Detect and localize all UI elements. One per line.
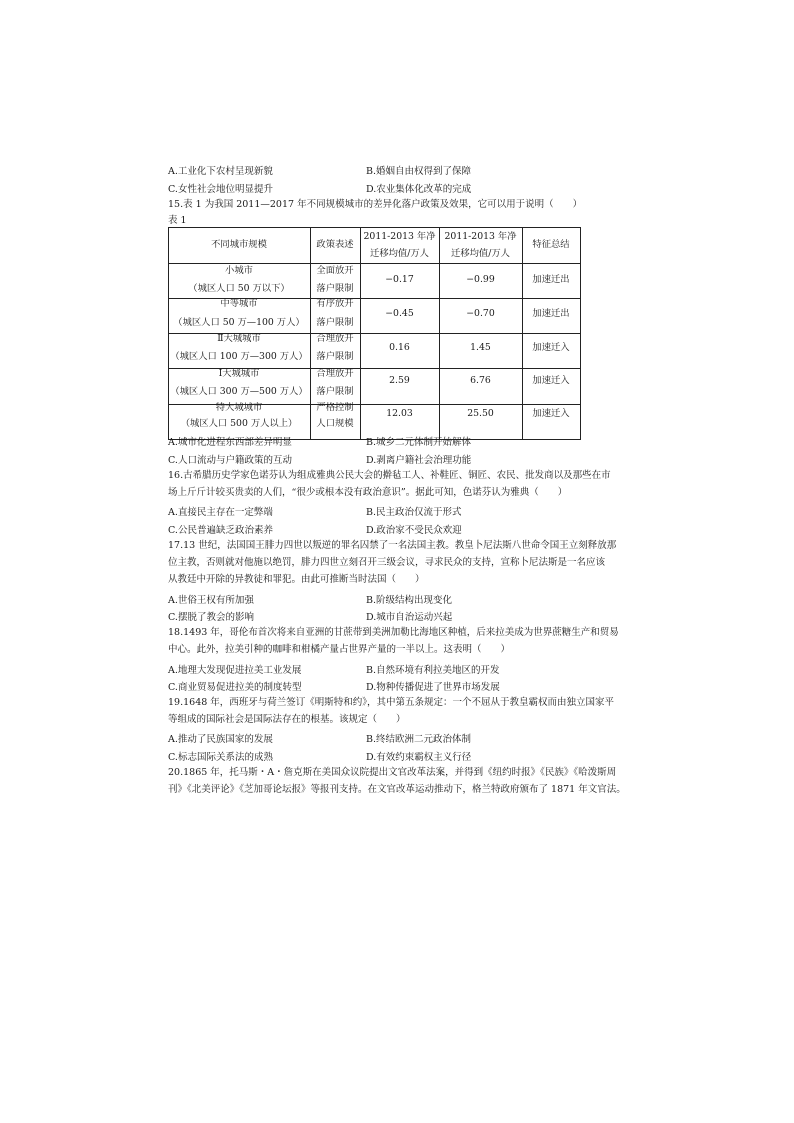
row-city-range: （城区人口 100 万—300 万人） <box>170 351 308 362</box>
row-city-range: （城区人口 50 万—100 万人） <box>173 317 305 328</box>
row-value-1: 12.03 <box>386 408 413 419</box>
row-value-2: 1.45 <box>470 342 491 353</box>
q15-option-c[interactable]: C.人口流动与户籍政策的互动 <box>168 455 292 466</box>
q17-stem-line3: 从教廷中开除的异教徒和罪犯。由此可推断当时法国（ ） <box>168 574 425 585</box>
q18-option-c[interactable]: C.商业贸易促进拉美的制度转型 <box>168 682 302 693</box>
row-city-name: 特大城城市 <box>215 402 263 413</box>
row-feature: 加速迁入 <box>532 408 570 419</box>
q14-option-a[interactable]: A.工业化下农村呈现新貌 <box>168 166 273 177</box>
row-value-1: 0.16 <box>389 342 410 353</box>
table-title: 表 1 <box>168 215 187 226</box>
row-policy-line2: 落户限制 <box>316 351 354 362</box>
q19-option-d[interactable]: D.有效约束霸权主义行径 <box>366 752 472 763</box>
header-period-2-unit: 迁移均值/万人 <box>451 248 510 259</box>
q16-stem-line1: 16.古希腊历史学家色诺芬认为组成雅典公民大会的擀毡工人、补鞋匠、铜匠、农民、批发商以及那些在市 <box>168 470 611 481</box>
q18-option-b[interactable]: B.自然环境有利拉美地区的开发 <box>366 665 500 676</box>
q16-option-b[interactable]: B.民主政治仅流于形式 <box>366 507 462 518</box>
q14-option-d[interactable]: D.农业集体化改革的完成 <box>366 184 472 195</box>
header-policy: 政策表述 <box>316 239 354 250</box>
q16-stem-line2: 场上斤斤计较买贵卖的人们，“很少或根本没有政治意识”。据此可知，色诺芬认为雅典（ ） <box>168 487 568 498</box>
q19-stem-line2: 等组成的国际社会是国际法存在的根基。该规定（ ） <box>168 714 406 725</box>
row-policy-line1: 有序放开 <box>316 298 354 309</box>
row-policy-line1: 全面放开 <box>316 265 354 276</box>
header-feature: 特征总结 <box>532 239 570 250</box>
q15-option-b[interactable]: B.城乡二元体制开始解体 <box>366 437 472 448</box>
row-policy-line1: 合理放开 <box>316 368 354 379</box>
header-period-1-unit: 迁移均值/万人 <box>370 248 429 259</box>
city-policy-table <box>168 227 581 440</box>
q17-option-a[interactable]: A.世俗王权有所加强 <box>168 595 254 606</box>
row-policy-line2: 落户限制 <box>316 317 354 328</box>
row-value-2: −0.70 <box>466 308 495 319</box>
row-value-2: 6.76 <box>470 375 491 386</box>
q16-option-c[interactable]: C.公民普遍缺乏政治素养 <box>168 525 273 536</box>
row-city-name: 中等城市 <box>220 298 258 309</box>
q19-stem-line1: 19.1648 年，西班牙与荷兰签订《明斯特和约》，其中第五条规定：一个不屈从于教皇霸权而由独立国家平 <box>168 697 615 708</box>
row-feature: 加速迁出 <box>532 308 570 319</box>
q18-stem-line2: 中心。此外，拉美引种的咖啡和柑橘产量占世界产量的一半以上。这表明（ ） <box>168 644 511 655</box>
q19-option-a[interactable]: A.推动了民族国家的发展 <box>168 734 273 745</box>
q19-option-b[interactable]: B.终结欧洲二元政治体制 <box>366 734 472 745</box>
q17-option-d[interactable]: D.城市自治运动兴起 <box>366 612 453 623</box>
q20-stem-line2: 刊》《北美评论》《芝加哥论坛报》等报刊支持。在文官改革运动推动下，格兰特政府颁布了 1871 年文官法。 <box>168 784 626 795</box>
row-city-range: （城区人口 500 万人以上） <box>180 418 298 429</box>
row-city-range: （城区人口 300 万—500 万人） <box>170 386 308 397</box>
q17-stem-line2: 位主教，否则就对他施以绝罚，腓力四世立刻召开三级会议，寻求民众的支持，宣称卜尼法斯是一名应该 <box>168 557 606 568</box>
row-policy-line1: 严格控制 <box>316 402 354 413</box>
q14-option-c[interactable]: C.女性社会地位明显提升 <box>168 184 273 195</box>
q15-option-d[interactable]: D.剥离户籍社会治理功能 <box>366 455 472 466</box>
header-period-2: 2011-2013 年净 <box>444 231 517 242</box>
q15-stem: 15.表 1 为我国 2011—2017 年不同规模城市的差异化落户政策及效果，它可以用于说明（ ） <box>168 199 583 210</box>
row-value-1: −0.17 <box>385 274 414 285</box>
row-city-name: Ⅱ大城城市 <box>217 333 261 344</box>
row-value-2: −0.99 <box>466 274 495 285</box>
row-feature: 加速迁出 <box>532 274 570 285</box>
row-feature: 加速迁入 <box>532 342 570 353</box>
header-city-size: 不同城市规模 <box>211 239 267 250</box>
q17-option-b[interactable]: B.阶级结构出现变化 <box>366 595 453 606</box>
row-policy-line2: 落户限制 <box>316 386 354 397</box>
row-value-2: 25.50 <box>467 408 494 419</box>
q18-stem-line1: 18.1493 年，哥伦布首次将来自亚洲的甘蔗带到美洲加勒比海地区种植，后来拉美成为世界蔗糖生产和贸易 <box>168 627 619 638</box>
q17-option-c[interactable]: C.摆脱了教会的影响 <box>168 612 254 623</box>
row-policy-line2: 落户限制 <box>316 283 354 294</box>
q17-stem-line1: 17.13 世纪，法国国王腓力四世以叛逆的罪名囚禁了一名法国主教。教皇卜尼法斯八世命令国王立刻释放那 <box>168 540 617 551</box>
row-city-range: （城区人口 50 万以下） <box>188 283 290 294</box>
q18-option-d[interactable]: D.物种传播促进了世界市场发展 <box>366 682 500 693</box>
row-feature: 加速迁入 <box>532 375 570 386</box>
row-city-name: 小城市 <box>225 265 253 276</box>
q19-option-c[interactable]: C.标志国际关系法的成熟 <box>168 752 273 763</box>
q16-option-a[interactable]: A.直接民主存在一定弊端 <box>168 507 273 518</box>
q15-option-a[interactable]: A.城市化进程东西部差异明显 <box>168 437 292 448</box>
row-value-1: −0.45 <box>385 308 414 319</box>
header-period-1: 2011-2013 年净 <box>363 231 436 242</box>
q18-option-a[interactable]: A.地理大发现促进拉美工业发展 <box>168 665 302 676</box>
row-policy-line1: 合理放开 <box>316 333 354 344</box>
row-city-name: Ⅰ大城城市 <box>218 368 260 379</box>
q14-option-b[interactable]: B.婚姻自由权得到了保障 <box>366 166 472 177</box>
q16-option-d[interactable]: D.政治家不受民众欢迎 <box>366 525 462 536</box>
row-policy-line2: 人口规模 <box>316 418 354 429</box>
q20-stem-line1: 20.1865 年，托马斯・A・詹克斯在美国众议院提出文官改革法案，并得到《纽约时报》《民族》《哈泼斯周 <box>168 767 617 778</box>
row-value-1: 2.59 <box>389 375 410 386</box>
